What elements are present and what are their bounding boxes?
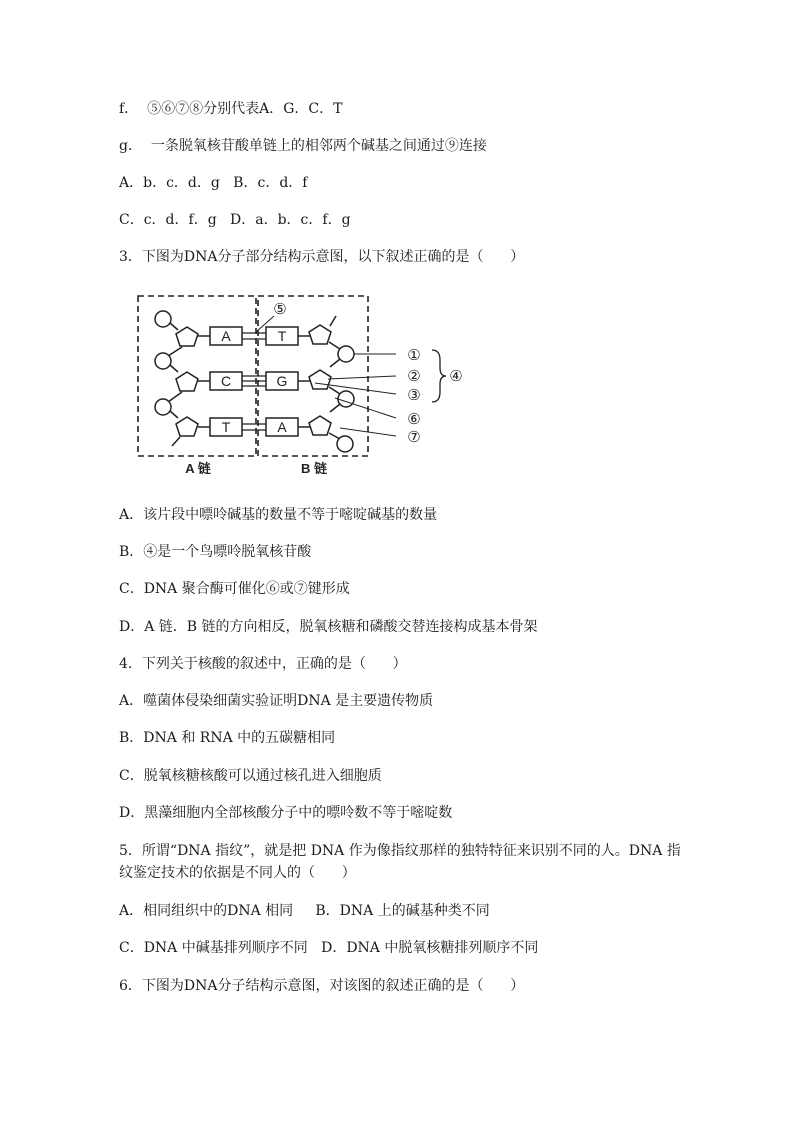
- marker-5-label: ⑤: [273, 301, 287, 318]
- callout-1: ①: [407, 347, 421, 364]
- callout-3: ③: [407, 387, 421, 404]
- chain-a-bases: [210, 327, 242, 436]
- q4-option-d: D．黑藻细胞内全部核酸分子中的嘌呤数不等于嘧啶数: [119, 805, 453, 821]
- q5-stem-line1: 5．所谓“DNA 指纹”，就是把 DNA 作为像指纹那样的独特特征来识别不同的人。DNA 指: [119, 843, 681, 859]
- brace: [432, 350, 446, 402]
- q4-stem: 4．下列关于核酸的叙述中，正确的是（ ）: [119, 656, 407, 672]
- chain-b-label: B 链: [300, 461, 328, 476]
- hydrogen-bonds: [242, 333, 266, 430]
- q3-option-b: B．④是一个鸟嘌呤脱氧核苷酸: [119, 544, 312, 560]
- right-base-1: T: [277, 328, 287, 344]
- callout-2: ②: [407, 368, 421, 385]
- q4-option-c: C．脱氧核糖核酸可以通过核孔进入细胞质: [119, 768, 382, 784]
- chain-b-bases: [266, 327, 298, 436]
- q5-options-ab: A．相同组织中的DNA 相同 B．DNA 上的碱基种类不同: [119, 903, 490, 919]
- q4-option-b: B．DNA 和 RNA 中的五碳糖相同: [119, 730, 336, 746]
- chain-a-label: A 链: [185, 461, 211, 476]
- option-g: g． 一条脱氧核苷酸单链上的相邻两个碱基之间通过⑨连接: [119, 138, 487, 154]
- q6-stem: 6．下图为DNA分子结构示意图，对该图的叙述正确的是（ ）: [119, 978, 525, 994]
- q5-stem-line2: 纹鉴定技术的依据是不同人的（ ）: [119, 865, 356, 881]
- q5-options-cd: C．DNA 中碱基排列顺序不同 D．DNA 中脱氧核糖排列顺序不同: [119, 940, 539, 956]
- left-base-3: T: [221, 419, 231, 435]
- answer-options-cd: C．c．d．f．g D．a．b．c．f．g: [119, 212, 351, 228]
- right-base-2: G: [276, 373, 288, 389]
- q3-option-c: C．DNA 聚合酶可催化⑥或⑦键形成: [119, 581, 350, 597]
- right-base-3: A: [277, 419, 287, 435]
- left-base-2: C: [220, 373, 232, 389]
- chain-a-backbone: [155, 311, 210, 446]
- left-base-1: A: [221, 328, 231, 344]
- option-f: f． ⑤⑥⑦⑧分别代表A．G．C．T: [119, 101, 343, 117]
- q3-stem: 3．下图为DNA分子部分结构示意图，以下叙述正确的是（ ）: [119, 249, 525, 265]
- callout-7: ⑦: [407, 429, 421, 446]
- answer-options-ab: A．b．c．d．g B．c．d．f: [119, 175, 308, 191]
- callout-6: ⑥: [407, 411, 421, 428]
- dna-structure-figure: [130, 286, 470, 482]
- q4-option-a: A．噬菌体侵染细菌实验证明DNA 是主要遗传物质: [119, 693, 434, 709]
- brace-label-4: ④: [449, 368, 463, 385]
- q3-option-a: A．该片段中嘌呤碱基的数量不等于嘧啶碱基的数量: [119, 507, 438, 523]
- q3-option-d: D．A 链．B 链的方向相反，脱氧核糖和磷酸交替连接构成基本骨架: [119, 619, 538, 635]
